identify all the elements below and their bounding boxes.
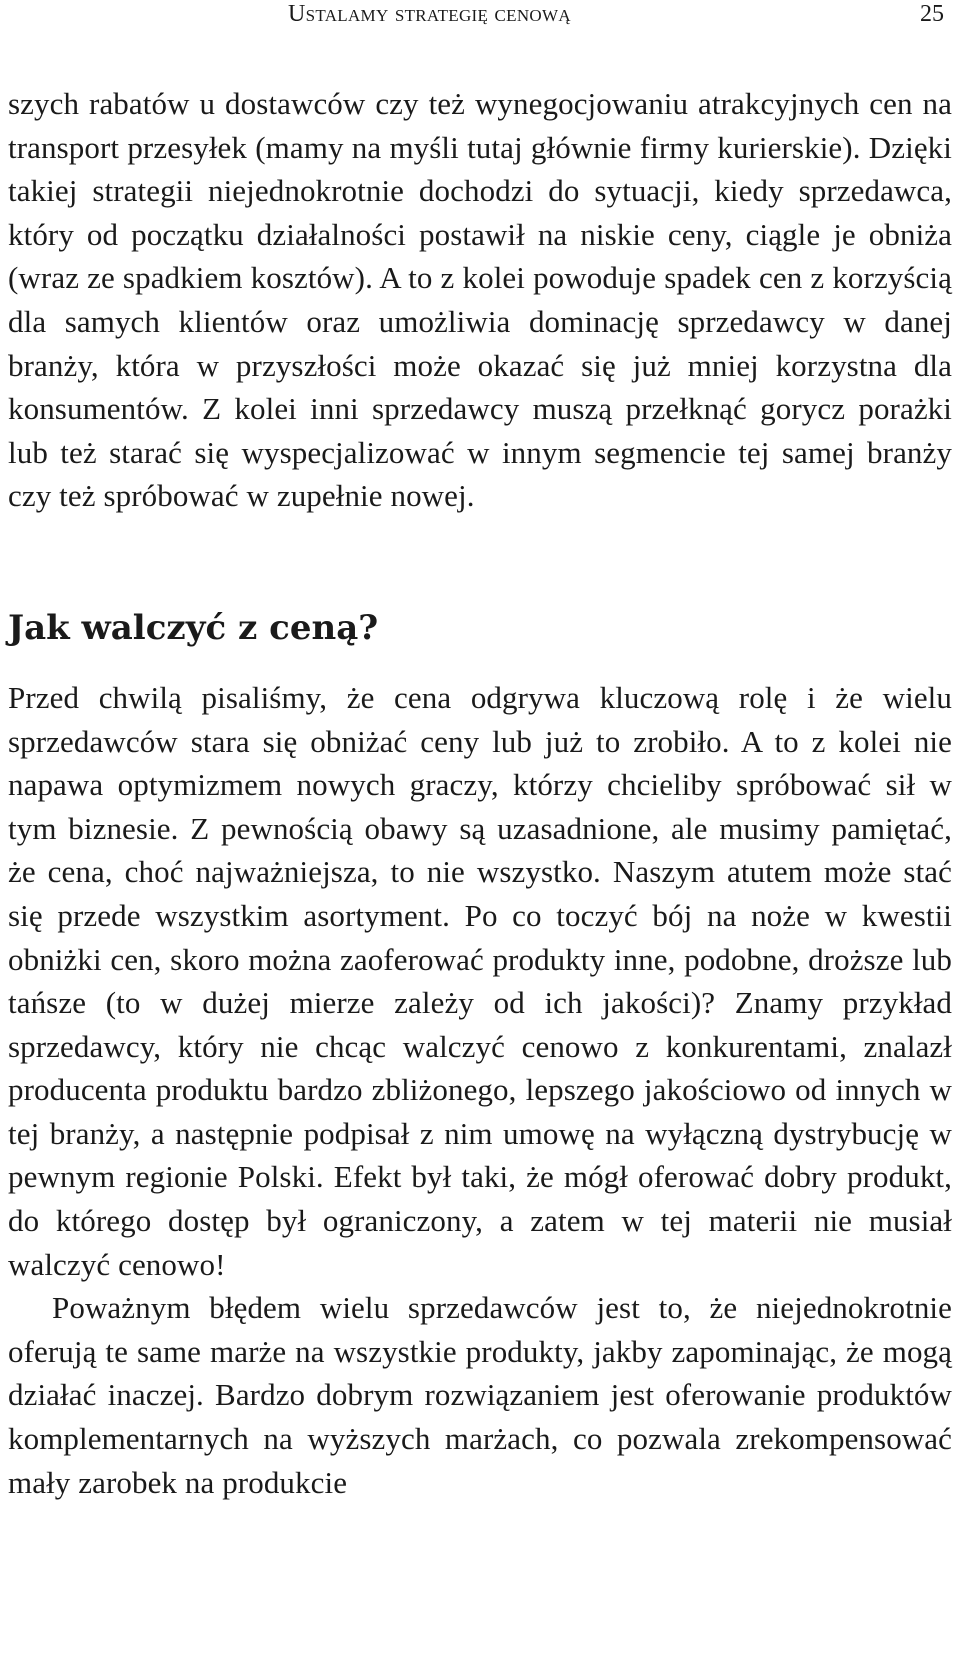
page-number: 25 bbox=[920, 1, 944, 27]
running-header bbox=[8, 0, 952, 60]
paragraph-1: szych rabatów u dostawców czy też wynegocjowaniu atrakcyjnych cen na transport przesyłek (mamy na myśli tutaj głównie firmy kurierskie). Dzięki takiej strategii niejednokrotnie dochodzi do sytuacji, kiedy sprzedawca, który od początku działalności postawił na niskie ceny, ciągle je obniża (wraz ze spadkiem kosztów). A to z kolei powoduje spadek cen z korzyścią dla samych klientów oraz umożliwia dominację sprzedawcy w danej branży, która w przyszłości może okazać się już mniej korzystna dla konsumentów. Z kolei inni sprzedawcy muszą przełknąć gorycz porażki lub też starać się wyspecjalizować w innym segmencie tej samej branży czy też spróbować w zupełnie nowej. bbox=[8, 86, 952, 514]
paragraph-2: Przed chwilą pisaliśmy, że cena odgrywa kluczową rolę i że wielu sprzedawców stara się obniżać ceny lub już to zrobiło. A to z kolei nie napawa optymizmem nowych graczy, którzy chcieliby spróbować sił w tym biznesie. Z pewnością obawy są uzasadnione, ale musimy pamiętać, że cena, choć najważniejsza, to nie wszystko. Naszym atutem może stać się przede wszystkim asortyment. Po co toczyć bój na noże w kwestii obniżki cen, skoro można zaoferować produkty inne, podobne, droższe lub tańsze (to w dużej mierze zależy od ich jakości)? Znamy przykład sprzedawcy, który nie chcąc walczyć cenowo z konkurentami, znalazł producenta produktu bardzo zbliżonego, lepszego jakościowo od innych w tej branży, a następnie podpisał z nim umowę na wyłączną dystrybucję w pewnym regionie Polski. Efekt był taki, że mógł oferować dobry produkt, do którego dostęp był ograniczony, a zatem w tej materii nie musiał walczyć cenowo! bbox=[8, 679, 952, 1282]
book-page bbox=[8, 0, 952, 1504]
section-heading: Jak walczyć z ceną? bbox=[8, 607, 379, 648]
chapter-title: Ustalamy strategię cenową bbox=[288, 1, 571, 27]
paragraph-3: Poważnym błędem wielu sprzedawców jest to, że niejednokrotnie oferują te same marże na wszystkie produkty, jakby zapominając, że mogą działać inaczej. Bardzo dobrym rozwiązaniem jest oferowanie produktów komplementarnych na wyższych marżach, co pozwala zrekompensować mały zarobek na produkcie bbox=[8, 1290, 952, 1500]
